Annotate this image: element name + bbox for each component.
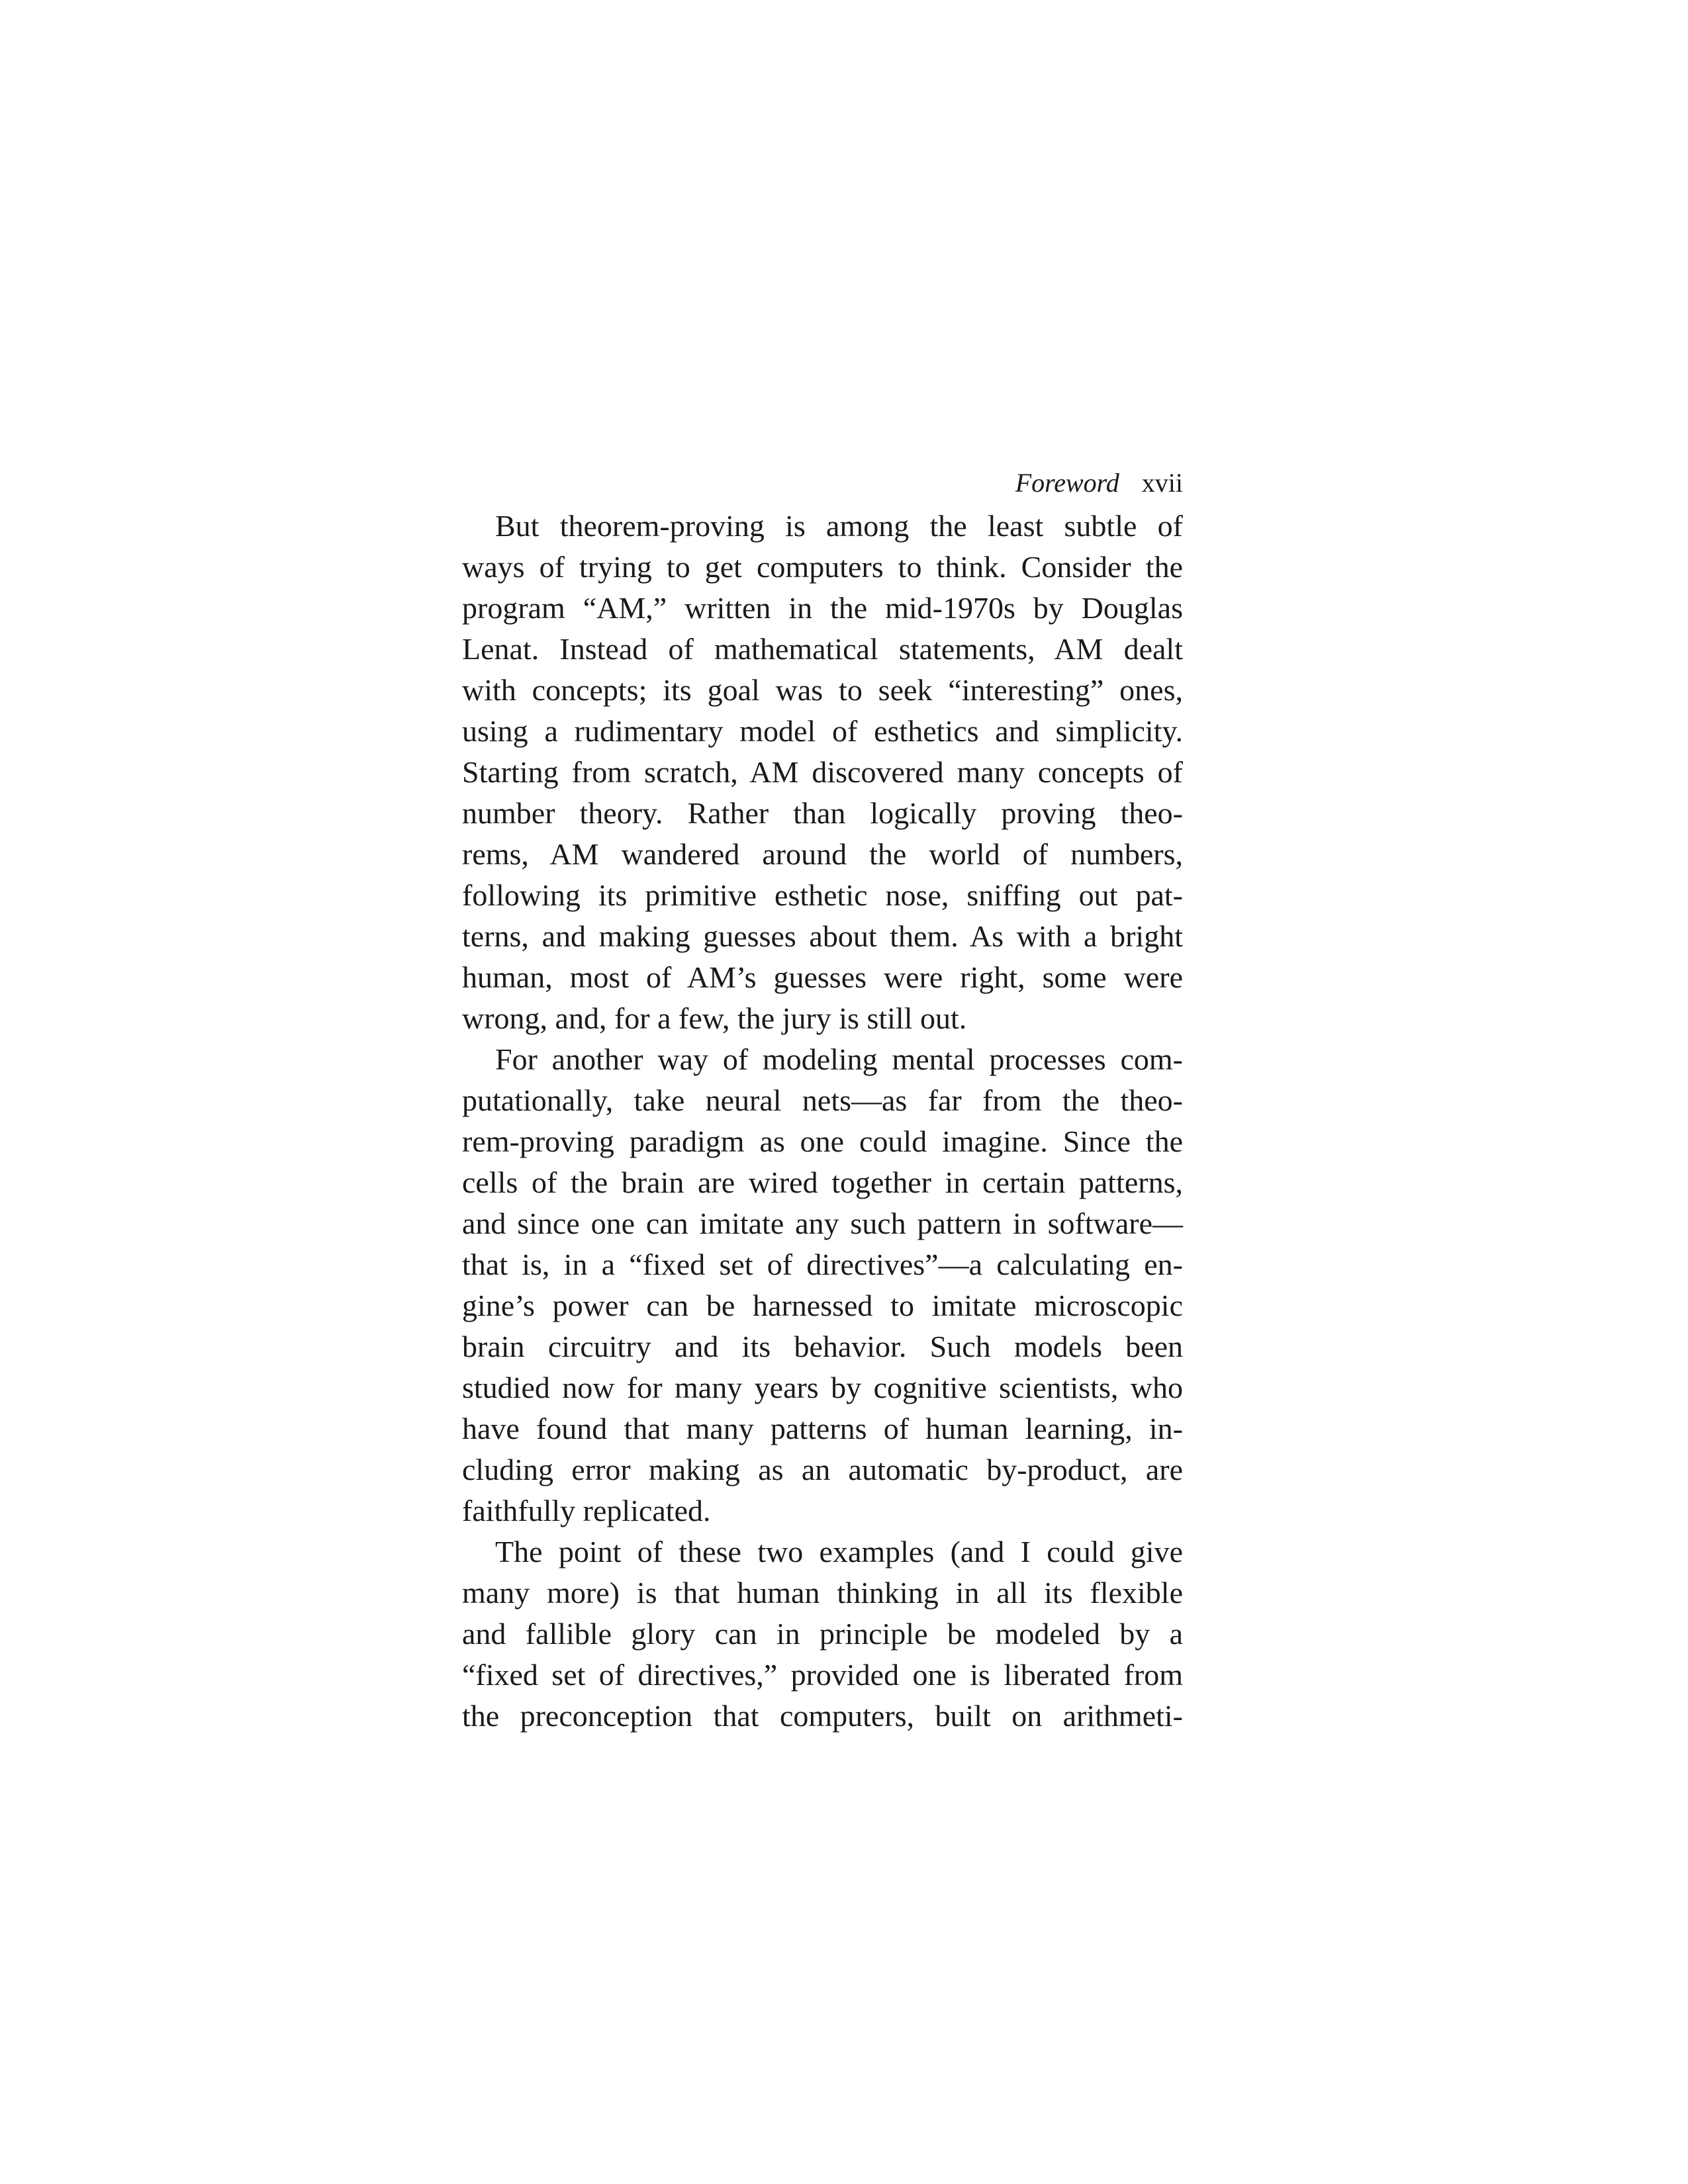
- text-line: using a rudimentary model of esthetics and simplicity.: [462, 714, 1183, 748]
- text-line: cluding error making as an automatic by-product, are: [462, 1453, 1183, 1486]
- text-line: wrong, and, for a few, the jury is still out.: [462, 1001, 967, 1035]
- text-line: rem-proving paradigm as one could imagine. Since the: [462, 1124, 1183, 1158]
- text-line: the preconception that computers, built on arithmeti-: [462, 1699, 1183, 1733]
- text-line: following its primitive esthetic nose, sniffing out pat-: [462, 878, 1183, 912]
- text-line: and since one can imitate any such pattern in software—: [462, 1206, 1183, 1240]
- text-line: gine’s power can be harnessed to imitate microscopic: [462, 1289, 1183, 1322]
- paragraph-1: [462, 506, 1183, 1039]
- text-line: The point of these two examples (and I could give: [495, 1535, 1183, 1569]
- text-line: that is, in a “fixed set of directives”—a calculating en-: [462, 1248, 1183, 1281]
- text-line: But theorem-proving is among the least subtle of: [495, 509, 1183, 543]
- body-text: [462, 506, 1183, 1737]
- text-line: Lenat. Instead of mathematical statements, AM dealt: [462, 632, 1183, 666]
- text-line: “fixed set of directives,” provided one is liberated from: [462, 1658, 1183, 1692]
- text-line: program “AM,” written in the mid-1970s by Douglas: [462, 591, 1183, 625]
- text-line: Starting from scratch, AM discovered many concepts of: [462, 755, 1183, 789]
- text-line: have found that many patterns of human learning, in-: [462, 1412, 1183, 1445]
- paragraph-2: [462, 1039, 1183, 1531]
- text-line: and fallible glory can in principle be modeled by a: [462, 1617, 1183, 1651]
- text-line: number theory. Rather than logically proving theo-: [462, 796, 1183, 830]
- text-line: cells of the brain are wired together in certain patterns,: [462, 1165, 1183, 1199]
- page-number: xvii: [1141, 468, 1183, 498]
- text-line: studied now for many years by cognitive scientists, who: [462, 1371, 1183, 1404]
- text-line: terns, and making guesses about them. As with a bright: [462, 919, 1183, 953]
- paragraph-3: [462, 1531, 1183, 1737]
- text-line: ways of trying to get computers to think. Consider the: [462, 550, 1183, 584]
- text-line: brain circuitry and its behavior. Such models been: [462, 1330, 1183, 1363]
- running-head-section-title: Foreword: [1015, 468, 1119, 498]
- text-line: For another way of modeling mental processes com-: [495, 1042, 1183, 1076]
- text-line: human, most of AM’s guesses were right, some were: [462, 960, 1183, 994]
- text-line: putationally, take neural nets—as far from the theo-: [462, 1083, 1183, 1117]
- text-line: many more) is that human thinking in all its flexible: [462, 1576, 1183, 1610]
- running-head: [462, 463, 1183, 503]
- text-line: with concepts; its goal was to seek “interesting” ones,: [462, 673, 1183, 707]
- text-line: rems, AM wandered around the world of numbers,: [462, 837, 1183, 871]
- text-line: faithfully replicated.: [462, 1494, 711, 1527]
